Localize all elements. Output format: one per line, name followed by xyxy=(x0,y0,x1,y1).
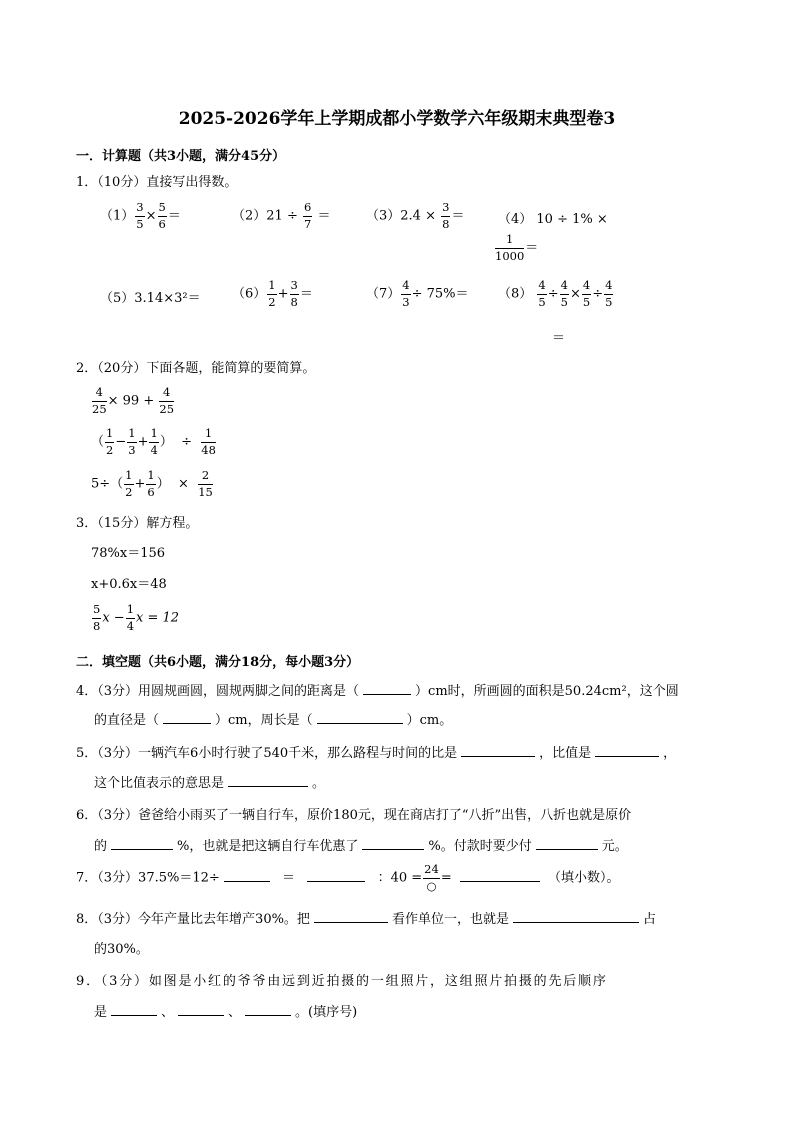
q5-line2: 这个比值表示的意思是 。 xyxy=(94,776,326,791)
q6-blank-amount[interactable] xyxy=(536,848,598,850)
q1-g: （7） $\frac{4}{3}$ ÷ 75%＝ xyxy=(366,278,469,309)
q3-eq3: $\frac{5}{8}$ x − $\frac{1}{4}$ x = 12 xyxy=(93,602,180,633)
q1-stem: 1．（10分）直接写出得数。 xyxy=(76,175,238,190)
q2-stem: 2．（20分）下面各题，能简算的要简算。 xyxy=(76,361,316,376)
q4-line2: 的直径是（ ）cm，周长是（ ）cm。 xyxy=(94,713,453,728)
q1-a: （1） $\frac{3}{5}$ × $\frac{5}{6}$ ＝ xyxy=(100,200,181,231)
q2-expr2: （ $\frac{1}{2}$ − $\frac{1}{3}$ + $\frac{1}{4}$ ） ÷ $\frac{1}{48}$ xyxy=(91,426,216,457)
q5-blank-meaning[interactable] xyxy=(228,785,308,787)
q6-line1: 6．（3分）爸爸给小雨买了一辆自行车，原价180元，现在商店打了“八折”出售，八折也就是原价 xyxy=(76,808,632,823)
q5-line1: 5．（3分）一辆汽车6小时行驶了540千米，那么路程与时间的比是 ，比值是 ， xyxy=(76,746,677,761)
q1-d-label: （4） 10 ÷ 1% × xyxy=(498,212,608,227)
q6-blank-percent[interactable] xyxy=(111,848,173,850)
q2-expr1: $\frac{4}{25}$ × 99 + $\frac{4}{25}$ xyxy=(92,385,175,416)
q1-c: （3）2.4 × $\frac{3}{8}$ ＝ xyxy=(366,200,465,231)
q8-blank-unit[interactable] xyxy=(314,921,388,923)
q7-line: 7．（3分）37.5%＝12÷ ＝ ：40 = $\frac{24}{○}$ = （填小数）。 xyxy=(76,862,620,893)
q9-blank-second[interactable] xyxy=(178,1014,224,1016)
section-heading-calc: 一．计算题（共3小题，满分45分） xyxy=(76,149,286,164)
q3-eq2: x+0.6x＝48 xyxy=(91,577,167,592)
q9-blank-first[interactable] xyxy=(111,1014,157,1016)
q4-blank-diameter[interactable] xyxy=(163,722,211,724)
q1-b: （2）21 ÷ $\frac{6}{7}$ ＝ xyxy=(232,200,331,231)
q3-stem: 3．（15分）解方程。 xyxy=(76,516,199,531)
q9-blank-third[interactable] xyxy=(245,1014,291,1016)
section-heading-fill: 二．填空题（共6小题，满分18分，每小题3分） xyxy=(76,655,360,670)
q7-blank-ratio[interactable] xyxy=(307,880,365,882)
q7-blank-decimal[interactable] xyxy=(460,880,540,882)
q4-blank-circumference[interactable] xyxy=(317,722,403,724)
q1-f: （6） $\frac{1}{2}$ + $\frac{3}{8}$ ＝ xyxy=(232,278,313,309)
q6-line2: 的 %，也就是把这辆自行车优惠了 %。付款时要少付 元。 xyxy=(94,839,628,854)
q8-line1: 8．（3分）今年产量比去年增产30%。把 看作单位一，也就是 占 xyxy=(76,912,656,927)
q9-line2: 是 、 、 。(填序号) xyxy=(94,1005,358,1020)
exam-title: 2025-2026学年上学期成都小学数学六年级期末典型卷3 xyxy=(178,109,616,129)
q8-blank-part[interactable] xyxy=(513,921,639,923)
q8-line2: 的30%。 xyxy=(94,942,149,957)
q3-eq1: 78%x＝156 xyxy=(91,546,166,561)
q4-blank-distance[interactable] xyxy=(363,693,411,695)
q4-line1: 4．（3分）用圆规画圆，圆规两脚之间的距离是（ ）cm时，所画圆的面积是50.24cm²，这个圆 xyxy=(76,684,679,699)
q5-blank-ratio[interactable] xyxy=(461,755,535,757)
q1-e: （5）3.14×3²＝ xyxy=(100,291,201,306)
q5-blank-value[interactable] xyxy=(595,755,659,757)
q2-expr3: 5÷（ $\frac{1}{2}$ + $\frac{1}{6}$ ） × $\frac{2}{15}$ xyxy=(91,468,213,499)
q1-d-frac: $\frac{1}{1000}$ ＝ xyxy=(495,232,539,263)
q7-blank-divisor[interactable] xyxy=(224,880,270,882)
q9-line1: 9．（3分）如图是小红的爷爷由远到近拍摄的一组照片，这组照片拍摄的先后顺序 xyxy=(76,974,608,989)
q1-h-eq: ＝ xyxy=(552,331,566,346)
q1-h: （8） $\frac{4}{5}$ ÷ $\frac{4}{5}$ × $\frac{4}{5}$ ÷ $\frac{4}{5}$ xyxy=(498,278,613,309)
q6-blank-discount[interactable] xyxy=(362,848,424,850)
